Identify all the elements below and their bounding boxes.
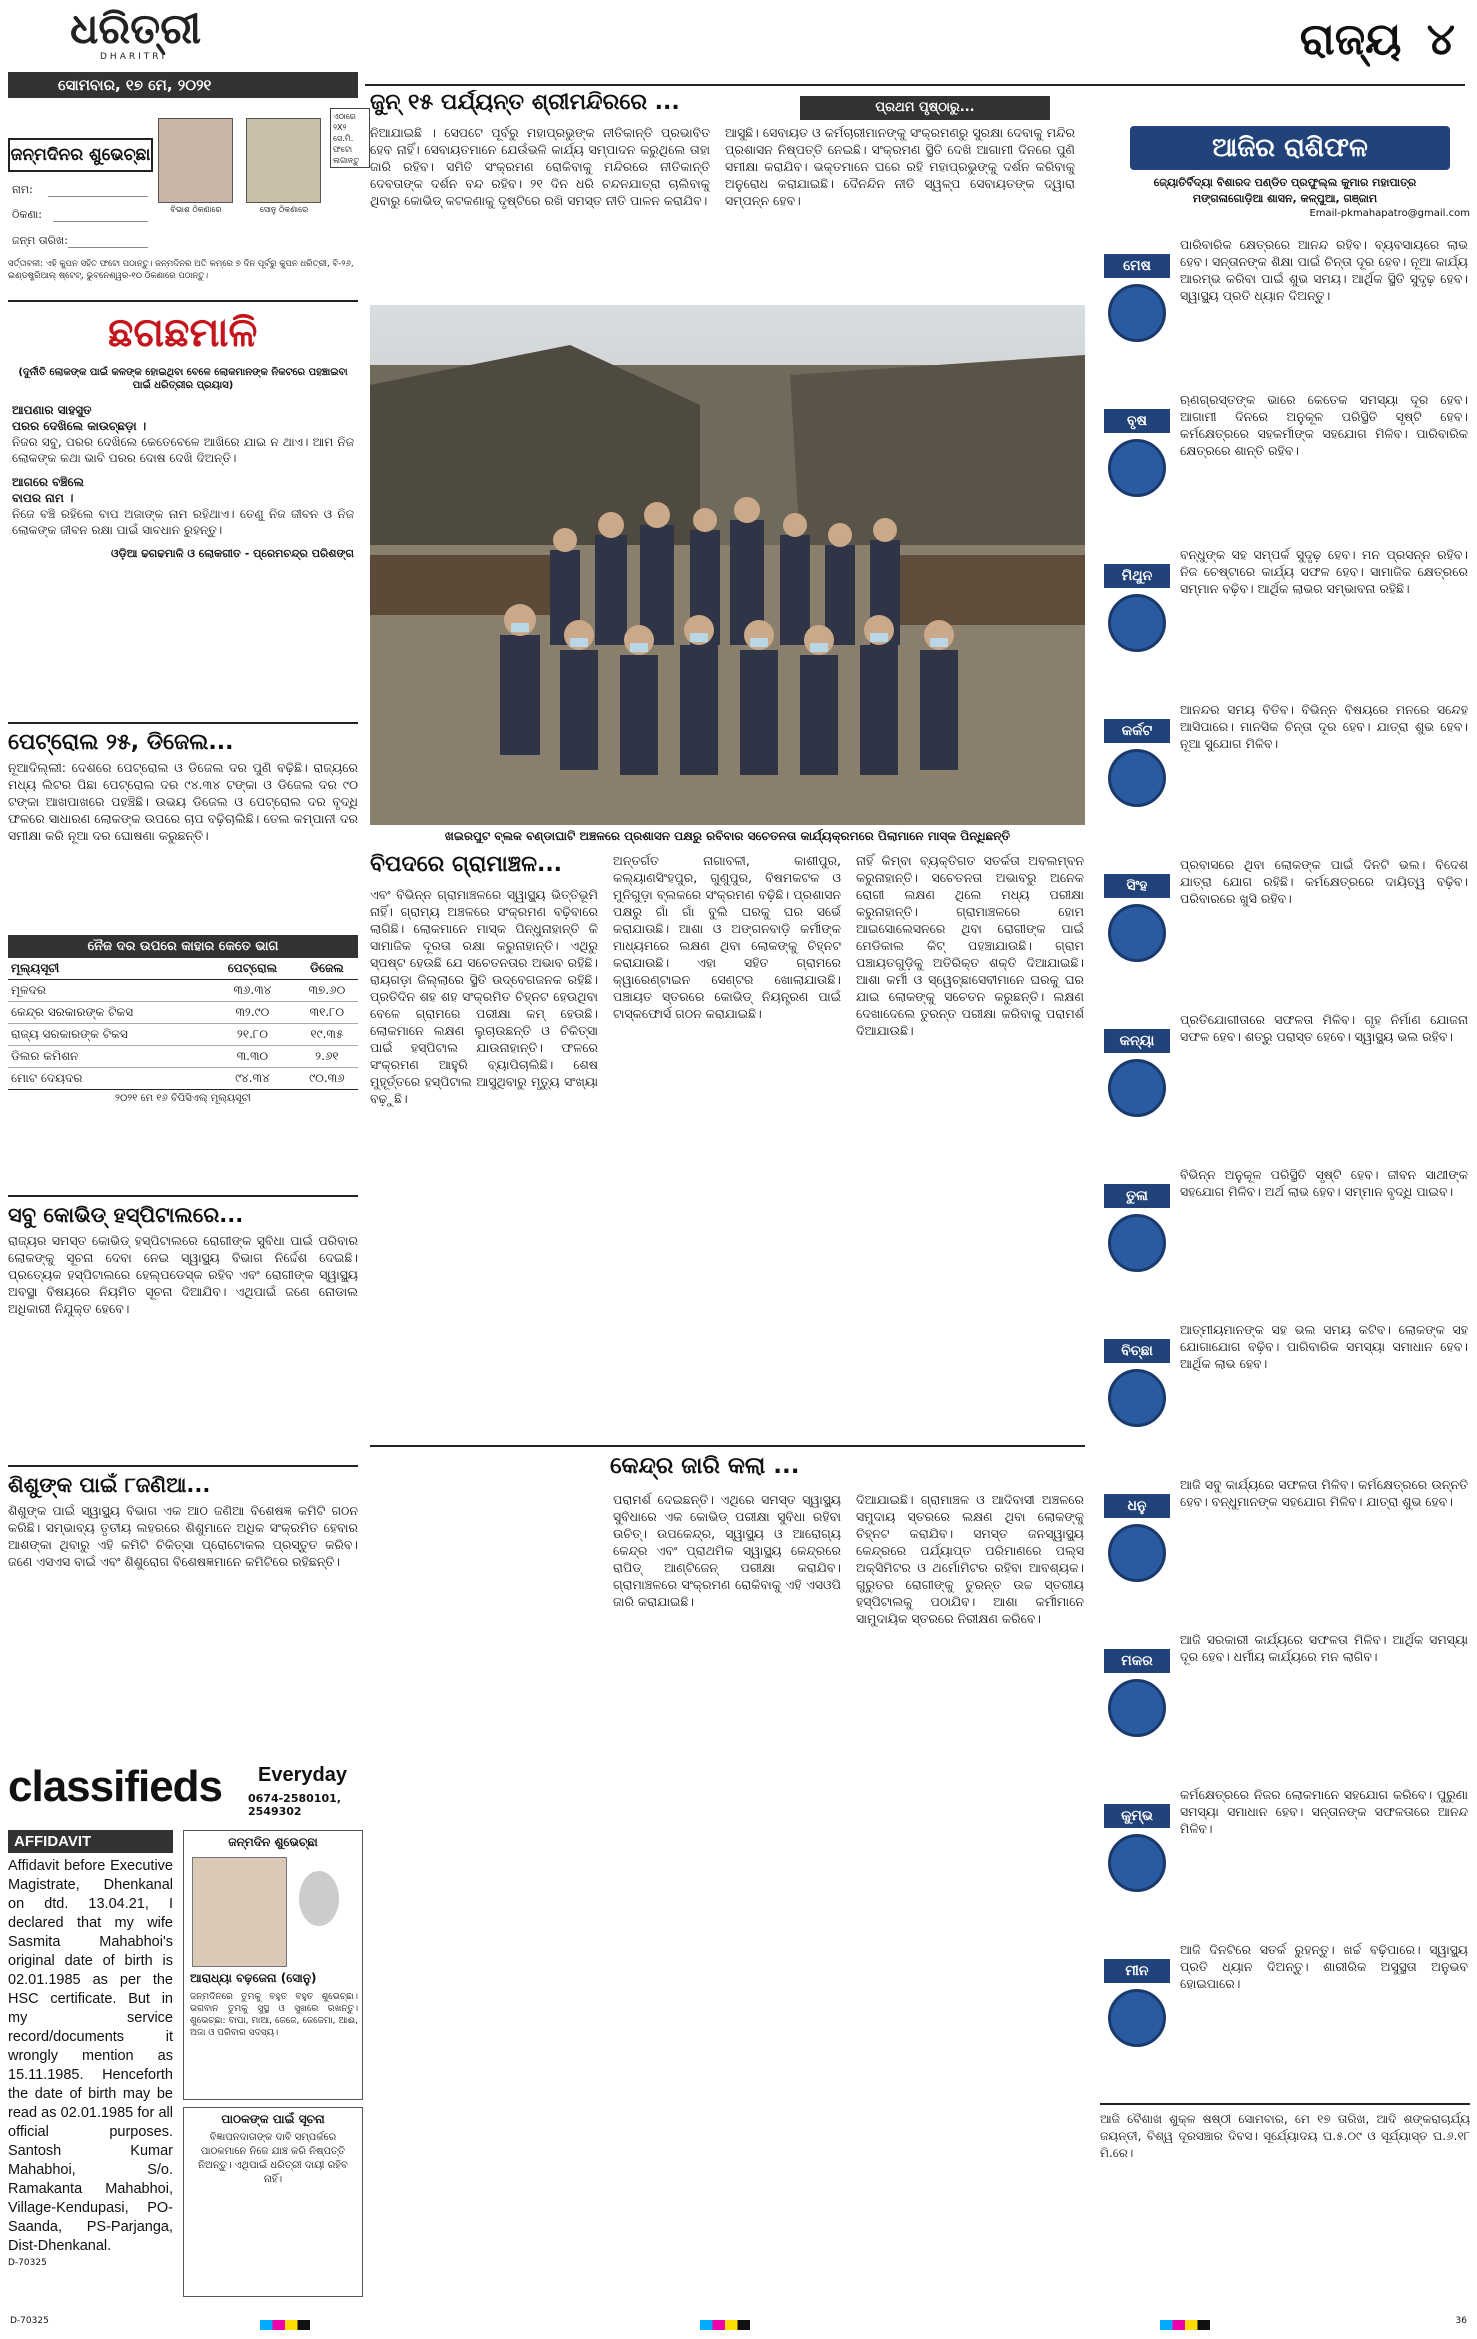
petrol-body: ନୂଆଦିଲ୍ଲୀ: ଦେଶରେ ପେଟ୍ରୋଲ ଓ ଡିଜେଲ ଦର ପୁଣି ବଢ଼ିଛି। ରାଜ୍ୟରେ ମଧ୍ୟ ଲିଟର ପିଛା ପେଟ୍ରୋଲ ଦର ୯୪.୩୪ ଟଙ୍କା ଓ ଡିଜେଲ ଦର ୯୦ ଟଙ୍କା ଆଖପାଖରେ ପହଞ୍ଚିଛି। ଉଭୟ ଡିଜେଲ ଓ ପେଟ୍ରୋଲ ଦର ବୃଦ୍ଧି ଫଳରେ ସାଧାରଣ ଲୋକଙ୍କ ଉପରେ ଚାପ ବଢ଼ିଚାଲିଛି। ତେଲ କମ୍ପାନୀ ଦର ସମୀକ୍ଷା କରି ନୂଆ ଦର ଘୋଷଣା କରୁଛନ୍ତି। [8, 760, 358, 843]
petrol-headline: ପେଟ୍ରୋଲ ୨୫, ଡିଜେଲ... [8, 730, 234, 755]
village-headline: ବିପଦରେ ଗ୍ରାମାଞ୍ଚଳ... [370, 852, 563, 877]
proverb-2-subtitle: ବାପର ନାମ । [12, 491, 74, 505]
petrol-table [8, 958, 358, 1090]
zodiac-sign-label: ମକର [1104, 1649, 1170, 1673]
table-cell: କେନ୍ଦ୍ର ସରକାରଙ୍କ ଟିକସ [8, 1002, 209, 1024]
zodiac-symbol-icon [1108, 1989, 1166, 2047]
horoscope-section [1100, 118, 1470, 2308]
birthday-photo-1 [158, 118, 233, 203]
zodiac-sign-block [1100, 538, 1470, 689]
classifieds-title: classifieds [8, 1762, 223, 1811]
covid-hospital-headline: ସବୁ କୋଭିଡ୍ ହସ୍ପିଟାଲରେ... [8, 1203, 244, 1227]
table-cell: ୩.୩୦ [209, 1046, 296, 1068]
zodiac-sign-block [1100, 1003, 1470, 1154]
logo-text-en: DHARITRI [100, 52, 168, 62]
horoscope-title: ଆଜିର ରାଶିଫଳ [1130, 126, 1450, 170]
horoscope-footer: ଆଜି ବୈଶାଖ ଶୁକ୍ଳ ଷଷ୍ଠୀ ସୋମବାର, ମେ ୧୭ ତାରିଖ, ଆଦି ଶଙ୍କରାଚାର୍ଯ୍ୟ ଜୟନ୍ତୀ, ବିଶ୍ୱ ଦୂରସଞ୍ଚାର ଦିବସ। ସୂର୍ଯ୍ୟୋଦୟ ଘ.୫.୦୯ ଓ ସୂର୍ଯ୍ୟାସ୍ତ ଘ.୬.୧୮ ମି.ରେ। [1100, 2103, 1470, 2162]
classifieds-section [8, 1762, 363, 2312]
birthday-child-name: ଆରାଧ୍ୟା ବଢ଼ଜେନା (ସୋନୁ) [190, 1971, 317, 1985]
table-cell: ଡିଲର କମିଶନ [8, 1046, 209, 1068]
proverb-2-title: ଆଗରେ ବଞ୍ଚିଲେ [12, 475, 84, 489]
table-row [8, 980, 358, 1002]
readers-notice-title: ପାଠକଙ୍କ ପାଇଁ ସୂଚନା [221, 2112, 325, 2126]
table-cell: ମୂଳଦର [8, 980, 209, 1002]
zodiac-symbol-icon [1108, 1834, 1166, 1892]
petrol-table-note: ୨୦୨୧ ମେ ୧୬ ବିପିସିଏଲ୍ ମୂଲ୍ୟସୂଚୀ [115, 1093, 251, 1104]
masthead [0, 0, 1477, 70]
table-row [8, 1002, 358, 1024]
birthday-form-title: ଜନ୍ମଦିନର ଶୁଭେଚ୍ଛା [8, 138, 153, 172]
zodiac-sign-block [1100, 228, 1470, 379]
zodiac-symbol-icon [1108, 1524, 1166, 1582]
classifieds-phone: 0674-2580101, 2549302 [248, 1792, 341, 1818]
main-photo [370, 305, 1085, 825]
affidavit-code: D-70325 [8, 2258, 47, 2268]
classifieds-everyday: Everyday [258, 1764, 347, 1786]
centre-text-col2: ଦିଆଯାଇଛି। ଗ୍ରାମାଞ୍ଚଳ ଓ ଆଦିବାସୀ ଅଞ୍ଚଳରେ ସମୁଦାୟ ସ୍ତରରେ ଲକ୍ଷଣ ଥିବା ଲୋକଙ୍କୁ ଚିହ୍ନଟ କରାଯିବ। ସମସ୍ତ ଜନସ୍ୱାସ୍ଥ୍ୟ କେନ୍ଦ୍ରରେ ପର୍ଯ୍ୟାପ୍ତ ପରିମାଣରେ ପଲ୍ସ ଅକ୍ସିମିଟର ଓ ଥର୍ମୋମିଟର ରହିବା ଆବଶ୍ୟକ। ଗୁରୁତର ରୋଗୀଙ୍କୁ ତୁରନ୍ତ ଉଚ୍ଚ ସ୍ତରୀୟ ହସ୍ପିଟାଲକୁ ପଠାଯିବ। ଆଶା କର୍ମୀମାନେ ସାମୁଦାୟିକ ସ୍ତରରେ ନିରୀକ୍ଷଣ କରିବେ। [856, 1492, 1084, 1626]
centre-headline: କେନ୍ଦ୍ର ଜାରି କଲା ... [610, 1453, 800, 1479]
centre-text-col1: ପରାମର୍ଶ ଦେଇଛନ୍ତି। ଏଥିରେ ସମସ୍ତ ସ୍ୱାସ୍ଥ୍ୟ ସୁବିଧାରେ ଏକ କୋଭିଡ୍ ପରୀକ୍ଷା ସୁବିଧା ରହିବା ଉଚିତ୍। ଉପକେନ୍ଦ୍ର, ସ୍ୱାସ୍ଥ୍ୟ ଓ ଆରୋଗ୍ୟ କେନ୍ଦ୍ର ଏବଂ ପ୍ରାଥମିକ ସ୍ୱାସ୍ଥ୍ୟ କେନ୍ଦ୍ରରେ ରାପିଡ୍ ଆଣ୍ଟିଜେନ୍ ପରୀକ୍ଷା କରାଯିବ। ଗ୍ରାମାଞ୍ଚଳରେ ସଂକ୍ରମଣ ରୋକିବାକୁ ଏହି ଏସଓପି ଜାରି କରାଯାଇଛି। [613, 1492, 841, 1609]
front-page-continuation [370, 90, 1085, 300]
zodiac-prediction-text: ଆତ୍ମୀୟମାନଙ୍କ ସହ ଭଲ ସମୟ କଟିବ। ଲୋକଙ୍କ ସହ ଯୋଗାଯୋଗ ବଢ଼ିବ। ପାରିବାରିକ ସମସ୍ୟା ସମାଧାନ ହେବ। ଆର୍ଥିକ ଲାଭ ହେବ। [1180, 1322, 1468, 1371]
col-header: ଡିଜେଲ [296, 958, 358, 980]
footer-code: D-70325 [10, 2316, 49, 2326]
table-cell: ୨.୬୧ [296, 1046, 358, 1068]
footer-page-ref: 36 [1455, 2316, 1467, 2326]
child-photo [192, 1857, 287, 1967]
table-row [8, 1046, 358, 1068]
affidavit-title: AFFIDAVIT [8, 1830, 173, 1853]
zodiac-prediction-text: ବିଭିନ୍ନ ଅନୁକୂଳ ପରିସ୍ଥିତି ସୃଷ୍ଟି ହେବ। ଜୀବନ ସାଥୀଙ୍କ ସହଯୋଗ ମିଳିବ। ଅର୍ଥ ଲାଭ ହେବ। ସମ୍ମାନ ବୃଦ୍ଧି ପାଇବ। [1180, 1167, 1468, 1199]
zodiac-sign-label: ତୁଳା [1104, 1184, 1170, 1208]
birthday-ad [183, 1830, 363, 2100]
date-bar [8, 72, 358, 98]
temple-text-col2: ଆସୁଛି। ସେବାୟତ ଓ କର୍ମଚାରୀମାନଙ୍କୁ ସଂକ୍ରମଣରୁ ସୁରକ୍ଷା ଦେବାକୁ ମନ୍ଦିର ପ୍ରଶାସନ ନିଷ୍ପତ୍ତି ନେଇଛି। ସଂକ୍ରମଣ ସ୍ଥିତି ଦେଖି ଆଗାମୀ ଦିନରେ ପୁଣି ସମୀକ୍ଷା କରାଯିବ। ଭକ୍ତମାନେ ଘରେ ରହି ମହାପ୍ରଭୁଙ୍କୁ ଦର୍ଶନ କରିବାକୁ ଅନୁରୋଧ କରାଯାଇଛି। ଦୈନନ୍ଦିନ ନୀତି ସ୍ୱଳ୍ପ ସେବାୟତଙ୍କ ଦ୍ୱାରା ସମ୍ପନ୍ନ ହେବ। [725, 125, 1075, 208]
zodiac-prediction-text: ଆଜି ସବୁ କାର୍ଯ୍ୟରେ ସଫଳତା ମିଳିବ। କର୍ମକ୍ଷେତ୍ରରେ ଉନ୍ନତି ହେବ। ବନ୍ଧୁମାନଙ୍କ ସହଯୋଗ ମିଳିବ। ଯାତ୍ରା ଶୁଭ ହେବ। [1180, 1477, 1468, 1509]
covid-hospital-article [8, 1195, 358, 1460]
front-page-tag: ପ୍ରଥମ ପୃଷ୍ଠାରୁ... [800, 96, 1050, 120]
zodiac-prediction-text: ଆଜି ଦିନଟିରେ ସତର୍କ ରୁହନ୍ତୁ। ଖର୍ଚ୍ଚ ବଢ଼ିପାରେ। ସ୍ୱାସ୍ଥ୍ୟ ପ୍ରତି ଧ୍ୟାନ ଦିଅନ୍ତୁ। ଶାରୀରିକ ଅସୁସ୍ଥତା ଅନୁଭବ ହୋଇପାରେ। [1180, 1942, 1468, 1991]
horoscope-email: Email-pkmahapatro@gmail.com [1309, 208, 1470, 219]
village-text-col3: ନାହିଁ କିମ୍ବା ବ୍ୟକ୍ତିଗତ ସତର୍କତା ଅବଲମ୍ବନ କରୁନାହାନ୍ତି। ସଚେତନତା ଅଭାବରୁ ଅନେକ ରୋଗୀ ଲକ୍ଷଣ ଥିଲେ ମଧ୍ୟ ପରୀକ୍ଷା କରୁନାହାନ୍ତି। ଗ୍ରାମାଞ୍ଚଳରେ ହୋମ ଆଇସୋଲେସନରେ ଥିବା ରୋଗୀଙ୍କ ପାଇଁ ମେଡିକାଲ କିଟ୍ ପହଞ୍ଚାଯାଉଛି। ଗ୍ରାମ ପଞ୍ଚାୟତଗୁଡ଼ିକୁ ଅତିରିକ୍ତ ଶକ୍ତି ଦିଆଯାଇଛି। ଆଶା କର୍ମୀ ଓ ସ୍ୱେଚ୍ଛାସେବୀମାନେ ଘରକୁ ଘର ଯାଇ ଲୋକଙ୍କୁ ସଚେତନ କରୁଛନ୍ତି। ଲକ୍ଷଣ ଦେଖାଦେଲେ ତୁରନ୍ତ ପରୀକ୍ଷା କରିବାକୁ ପରାମର୍ଶ ଦିଆଯାଉଛି। [856, 853, 1084, 1038]
table-cell: ୩୬.୩୪ [209, 980, 296, 1002]
zodiac-symbol-icon [1108, 904, 1166, 962]
zodiac-symbol-icon [1108, 594, 1166, 652]
zodiac-sign-block [1100, 1933, 1470, 2084]
proverb-credit: ଓଡ଼ିଆ ଢଗଢମାଳି ଓ ଲୋକଗୀତ - ପ୍ରେମଚନ୍ଦ୍ର ପରିଶଙ୍ଗ [110, 547, 354, 560]
zodiac-sign-label: ସିଂହ [1104, 874, 1170, 898]
zodiac-sign-label: ବିଚ୍ଛା [1104, 1339, 1170, 1363]
balloon-icon [299, 1871, 339, 1926]
dharitri-logo [70, 6, 250, 64]
birthday-ad-text: ଜନ୍ମଦିନରେ ତୁମକୁ ବହୁତ ବହୁତ ଶୁଭେଚ୍ଛା। ଭଗବାନ ତୁମକୁ ସୁସ୍ଥ ଓ ସୁଖରେ ରଖନ୍ତୁ। ଶୁଭେଚ୍ଛା: ବାପା, ମାଆ, ଜେଜେ, ଜେଜେମା, ଆଈ, ଅଜା ଓ ପରିବାର ସଦସ୍ୟ। [190, 1992, 358, 2038]
col-header: ମୂଲ୍ୟସୂଚୀ [8, 958, 209, 980]
table-cell: ୧୯.୩୫ [296, 1024, 358, 1046]
classifieds-header [8, 1762, 363, 1822]
zodiac-symbol-icon [1108, 749, 1166, 807]
birthday-form [8, 108, 358, 298]
birthday-terms: ସର୍ତ୍ତାବଳୀ: ଏହି କୁପନ ସହିତ ଫଟୋ ପଠାନ୍ତୁ। ଜନ୍ମଦିନର ଅତି କମ୍‌ରେ ୭ ଦିନ ପୂର୍ବରୁ କୁପନ ଧରିତ୍ରୀ, ବି-୨୬, ଇଣ୍ଡଷ୍ଟ୍ରିଆଲ୍ ଷ୍ଟେଟ୍, ଭୁବନେଶ୍ୱର-୧୦ ଠିକଣାରେ ପଠାନ୍ତୁ। [8, 259, 354, 281]
readers-notice-text: ବିଜ୍ଞାପନଦାତାଙ୍କ ଦାବି ସମ୍ପର୍କରେ ପାଠକମାନେ ନିଜେ ଯାଞ୍ଚ କରି ନିଷ୍ପତ୍ତି ନିଅନ୍ତୁ। ଏଥିପାଇଁ ଧରିତ୍ରୀ ଦାୟୀ ରହିବ ନାହିଁ। [198, 2132, 348, 2185]
zodiac-sign-label: କୁମ୍ଭ [1104, 1804, 1170, 1828]
table-cell: ମୋଟ ଦେୟଦର [8, 1068, 209, 1090]
proverb-2-text: ନିଜେ ବଞ୍ଚି ରହିଲେ ବାପ ଅଜାଙ୍କ ନାମ ରହିଥାଏ। ତେଣୁ ନିଜ ଜୀବନ ଓ ନିଜ ଲୋକଙ୍କ ଜୀବନ ରକ୍ଷା ପାଇଁ ସାବଧାନ ରୁହନ୍ତୁ। [12, 507, 354, 537]
zodiac-sign-block [1100, 693, 1470, 844]
zodiac-prediction-text: ଆଜି ସରକାରୀ କାର୍ଯ୍ୟରେ ସଫଳତା ମିଳିବ। ଆର୍ଥିକ ସମସ୍ୟା ଦୂର ହେବ। ଧର୍ମୀୟ କାର୍ଯ୍ୟରେ ମନ ଲାଗିବ। [1180, 1632, 1468, 1664]
zodiac-symbol-icon [1108, 1059, 1166, 1117]
table-cell: ୩୧.୮୦ [296, 1002, 358, 1024]
table-cell: ୨୧.୮୦ [209, 1024, 296, 1046]
table-cell: ୯୪.୩୪ [209, 1068, 296, 1090]
centre-article [370, 1445, 1085, 2330]
village-text-col2: ଅନ୍ତର୍ଗତ ନାଗାବଳୀ, କାଶୀପୁର, କଲ୍ୟାଣସିଂହପୁର, ଗୁଣୁପୁର, ବିଷମକଟକ ଓ ମୁନିଗୁଡ଼ା ବ୍ଲକରେ ସଂକ୍ରମଣ ବଢ଼ିଛି। ପ୍ରଶାସନ ପକ୍ଷରୁ ଗାଁ ଗାଁ ବୁଲି ଘରକୁ ଘର ସର୍ଭେ କରାଯାଉଛି। ଆଶା ଓ ଅଙ୍ଗନବାଡ଼ି କର୍ମୀଙ୍କ ମାଧ୍ୟମରେ ଲକ୍ଷଣ ଥିବା ଲୋକଙ୍କୁ ଚିହ୍ନଟ କରାଯାଉଛି। ଏହା ସହିତ ଗ୍ରାମରେ କ୍ୱାରେଣ୍ଟାଇନ ସେଣ୍ଟର ଖୋଲାଯାଉଛି। ପଞ୍ଚାୟତ ସ୍ତରରେ କୋଭିଡ୍ ନିୟନ୍ତ୍ରଣ ପାଇଁ ଟାସ୍କଫୋର୍ସ ଗଠନ କରାଯାଇଛି। [613, 853, 841, 1021]
photo-2-label: ସୋନୁ ଠିକଣାରେ [259, 205, 309, 214]
table-row [8, 1024, 358, 1046]
zodiac-prediction-text: ପ୍ରବାସରେ ଥିବା ଲୋକଙ୍କ ପାଇଁ ଦିନଟି ଭଲ। ବିଦେଶ ଯାତ୍ରା ଯୋଗ ରହିଛି। କର୍ମକ୍ଷେତ୍ରରେ ଦାୟିତ୍ୱ ବଢ଼ିବ। ପରିବାରରେ ଖୁସି ରହିବ। [1180, 857, 1468, 906]
zodiac-prediction-text: ଋଣଗ୍ରସ୍ତଙ୍କ ଭାରେ କେତେକ ସମସ୍ୟା ଦୂର ହେବ। ଆଗାମୀ ଦିନରେ ଅନୁକୂଳ ପରିସ୍ଥିତି ସୃଷ୍ଟି ହେବ। କର୍ମକ୍ଷେତ୍ରରେ ସହକର୍ମୀଙ୍କ ସହଯୋଗ ମିଳିବ। ପାରିବାରିକ କ୍ଷେତ୍ରରେ ଶାନ୍ତି ରହିବ। [1180, 392, 1468, 458]
zodiac-symbol-icon [1108, 1369, 1166, 1427]
chhagachhamali-subtitle: (ଦୁର୍ନୀତି ଲୋକଙ୍କ ପାଇଁ କଳଙ୍କ ହୋଇଥିବା ବେଳେ ଲୋକମାନଙ୍କ ନିକଟରେ ପହଞ୍ଚାଇବା ପାଇଁ ଧରିତ୍ରୀର ପ୍ରୟାସ) [18, 367, 348, 391]
col-header: ପେଟ୍ରୋଲ [209, 958, 296, 980]
affidavit-text: Affidavit before Executive Magistrate, Dhenkanal on dtd. 13.04.21, I declared that my wife Sasmita Mahabhoi's original date of birth is 02.01.1985 as per the HSC certificate. But in my service record/documents it wrongly mention as 15.11.1985. Henceforth the date of birth may be read as 02.01.1985 for all official purposes. Santosh Kumar Mahabhoi, S/o. Ramakanta Mahabhoi, Village-Kendupasi, PO-Saanda, PS-Parjanga, Dist-Dhenkanal. [8, 1858, 173, 2254]
zodiac-sign-block [1100, 848, 1470, 999]
table-row [8, 1068, 358, 1090]
section-title [1300, 14, 1455, 65]
village-children-photo [370, 305, 1085, 825]
petrol-table-title: ନୈଜ ଦର ଉପରେ କାହାର କେତେ ଭାଗ [8, 935, 358, 958]
children-body: ଶିଶୁଙ୍କ ପାଇଁ ସ୍ୱାସ୍ଥ୍ୟ ବିଭାଗ ଏକ ଆଠ ଜଣିଆ ବିଶେଷଜ୍ଞ କମିଟି ଗଠନ କରିଛି। ସମ୍ଭାବ୍ୟ ତୃତୀୟ ଲହରରେ ଶିଶୁମାନେ ଅଧିକ ସଂକ୍ରମିତ ହେବାର ଆଶଙ୍କା ଥିବାରୁ ଏହି କମିଟି ଚିକିତ୍ସା ପ୍ରୋଟୋକଲ ପ୍ରସ୍ତୁତ କରିବ। ଜଣେ ଏସଏସ ବାଇଁ ଏବଂ ଶିଶୁରୋଗ ବିଶେଷଜ୍ଞମାନେ କମିଟିରେ ରହିଛନ୍ତି। [8, 1503, 358, 1569]
photo-size-text: ଏଠାରେ ୨X୨ ସେ.ମି. ଫଟୋ ଲଗାନ୍ତୁ [333, 112, 360, 165]
zodiac-prediction-text: ବନ୍ଧୁଙ୍କ ସହ ସମ୍ପର୍କ ସୁଦୃଢ଼ ହେବ। ମନ ପ୍ରସନ୍ନ ରହିବ। ନିଜ ଚେଷ୍ଟାରେ କାର୍ଯ୍ୟ ସଫଳ ହେବ। ସାମାଜିକ କ୍ଷେତ୍ରରେ ସମ୍ମାନ ବଢ଼ିବ। ଆର୍ଥିକ ଲାଭର ସମ୍ଭାବନା ରହିଛି। [1180, 547, 1468, 596]
field-name: ନାମ: [12, 183, 33, 196]
horoscope-address: ମଙ୍ଗଳାଗୋଡ଼ିଆ ଶାସନ, କଳ୍ପୁଆ, ଗଞ୍ଜାମ [1192, 192, 1378, 205]
zodiac-prediction-text: ପ୍ରତିଯୋଗୀତାରେ ସଫଳତା ମିଳିବ। ଗୃହ ନିର୍ମାଣ ଯୋଜନା ସଫଳ ହେବ। ଶତ୍ରୁ ପରାସ୍ତ ହେବେ। ସ୍ୱାସ୍ଥ୍ୟ ଭଲ ରହିବ। [1180, 1012, 1468, 1044]
petrol-article [8, 722, 358, 1192]
zodiac-sign-label: କନ୍ୟା [1104, 1029, 1170, 1053]
color-registration-marks [0, 2318, 1477, 2332]
village-text-col1: ଏବଂ ବିଭିନ୍ନ ଗ୍ରାମାଞ୍ଚଳରେ ସ୍ୱାସ୍ଥ୍ୟ ଭିତ୍ତିଭୂମି ନାହିଁ। ଗ୍ରାମ୍ୟ ଅଞ୍ଚଳରେ ସଂକ୍ରମଣ ବଢ଼ିବାରେ ଲାଗିଛି। ଲୋକମାନେ ମାସ୍କ ପିନ୍ଧୁନାହାନ୍ତି କି ସାମାଜିକ ଦୂରତା ରକ୍ଷା କରୁନାହାନ୍ତି। ଏଥିରୁ ସ୍ପଷ୍ଟ ହେଉଛି ଯେ ସଚେତନତାର ଅଭାବ ରହିଛି। ରାୟଗଡ଼ା ଜିଲ୍ଲାରେ ସ୍ଥିତି ଉଦ୍‌ବେଗଜନକ ରହିଛି। ପ୍ରତିଦିନ ଶହ ଶହ ସଂକ୍ରମିତ ଚିହ୍ନଟ ହେଉଥିବା ବେଳେ ଗ୍ରାମରେ ପରୀକ୍ଷା କମ୍ ହେଉଛି। ଲୋକମାନେ ଲକ୍ଷଣ ଲୁଚାଉଛନ୍ତି ଓ ଚିକିତ୍ସା ପାଇଁ ହସ୍ପିଟାଲ ଯାଉନାହାନ୍ତି। ଫଳରେ ସଂକ୍ରମଣ ଆହୁରି ବ୍ୟାପିଚାଲିଛି। ଶେଷ ମୁହୂର୍ତ୍ତରେ ହସ୍ପିଟାଲ ଆସୁଥିବାରୁ ମୃତ୍ୟୁ ସଂଖ୍ୟା ବଢ଼ୁଛି। [370, 887, 598, 1106]
proverb-1-title: ଆପଣାର ସାହସୁତ [12, 403, 92, 417]
section-name: ରାଜ୍ୟ [1299, 14, 1402, 65]
zodiac-sign-block [1100, 1313, 1470, 1464]
zodiac-sign-block [1100, 1468, 1470, 1619]
table-cell: ୩୭.୬୦ [296, 980, 358, 1002]
table-cell: ୯୦.୩୬ [296, 1068, 358, 1090]
photo-caption: ଖଇରପୁଟ ବ୍ଲକ ବଣ୍ଡାଘାଟି ଅଞ୍ଚଳରେ ପ୍ରଶାସନ ପକ୍ଷରୁ ରବିବାର ସଚେତନତା କାର୍ଯ୍ୟକ୍ରମରେ ପିଲାମାନେ ମାସ୍କ ପିନ୍ଧିଛନ୍ତି [444, 829, 1011, 843]
children-article [8, 1465, 358, 1695]
issue-date: ସୋମବାର, ୧୭ ମେ, ୨୦୨୧ [58, 76, 212, 94]
page-number: ୪ [1426, 14, 1455, 65]
zodiac-sign-label: ମୀନ [1104, 1959, 1170, 1983]
table-cell: ୩୨.୯୦ [209, 1002, 296, 1024]
field-address: ଠିକଣା: [12, 208, 42, 221]
readers-notice [183, 2107, 363, 2297]
chhagachhamali-title: ଛଗଛମାଳି [108, 310, 258, 356]
zodiac-sign-block [1100, 1158, 1470, 1309]
zodiac-sign-label: ଧନୁ [1104, 1494, 1170, 1518]
zodiac-sign-label: ମିଥୁନ [1104, 564, 1170, 588]
logo-text: ଧରିତ୍ରୀ [70, 4, 202, 53]
village-article [370, 852, 1085, 1442]
birthday-photo-2 [246, 118, 321, 203]
horoscope-author: ଜ୍ୟୋତିର୍ବିଦ୍ୟା ବିଶାରଦ ପଣ୍ଡିତ ପ୍ରଫୁଲ୍ଲ କୁମାର ମହାପାତ୍ର [1153, 176, 1417, 189]
proverb-1-subtitle: ପରର ଦେଖିଲେ କାଉଚ୍ଛଡ଼ା । [12, 419, 147, 433]
zodiac-symbol-icon [1108, 439, 1166, 497]
temple-text-col1: ନିଆଯାଇଛି । ସେପଟେ ପୂର୍ବରୁ ମହାପ୍ରଭୁଙ୍କ ନୀତିକାନ୍ତି ପ୍ରଭାବିତ ହେବ ନାହିଁ। ସେବାୟତମାନେ ଯେଉଁଭଳି କାର୍ଯ୍ୟ ସମ୍ପାଦନ କରୁଥିଲେ ତାହା ଜାରି ରହିବ। ସମିତି ସଂକ୍ରମଣ ରୋକିବାକୁ ମନ୍ଦିରରେ ନୀତିକାନ୍ତି ଦେବତାଙ୍କ ଦର୍ଶନ ବନ୍ଦ ରହିବ। ୨୧ ଦିନ ଧରି ଚନ୍ଦନଯାତ୍ରା ଚାଲିବାକୁ ଥିବାରୁ କୋଭିଡ୍ କଟକଣାକୁ ଦୃଷ୍ଟିରେ ରଖି ସମସ୍ତ ନୀତି ପାଳନ କରାଯିବ। [370, 125, 710, 208]
zodiac-symbol-icon [1108, 1679, 1166, 1737]
temple-headline: ଜୁନ୍ ୧୫ ପର୍ଯ୍ୟନ୍ତ ଶ୍ରୀମନ୍ଦିରରେ ... [370, 90, 680, 115]
zodiac-sign-block [1100, 383, 1470, 534]
photo-1-label: ବିଭାଶ ଠିକଣାରେ [170, 205, 222, 214]
photo-size-box [330, 108, 370, 168]
zodiac-prediction-text: ପାରିବାରିକ କ୍ଷେତ୍ରରେ ଆନନ୍ଦ ରହିବ। ବ୍ୟବସାୟରେ ଲାଭ ହେବ। ସନ୍ତାନଙ୍କ ଶିକ୍ଷା ପାଇଁ ଚିନ୍ତା ଦୂର ହେବ। ନୂଆ କାର୍ଯ୍ୟ ଆରମ୍ଭ କରିବା ପାଇଁ ଶୁଭ ସମୟ। ଆର୍ଥିକ ସ୍ଥିତି ସୁଦୃଢ଼ ହେବ। ସ୍ୱାସ୍ଥ୍ୟ ପ୍ରତି ଧ୍ୟାନ ଦିଅନ୍ତୁ। [1180, 237, 1468, 303]
zodiac-sign-block [1100, 1623, 1470, 1774]
zodiac-sign-label: କର୍କଟ [1104, 719, 1170, 743]
zodiac-sign-label: ମେଷ [1104, 254, 1170, 278]
field-dob: ଜନ୍ମ ତାରିଖ: [12, 234, 68, 247]
zodiac-prediction-text: ଆନନ୍ଦର ସମୟ ବିତିବ। ବିଭିନ୍ନ ବିଷୟରେ ମନରେ ସନ୍ଦେହ ଆସିପାରେ। ମାନସିକ ଚିନ୍ତା ଦୂର ହେବ। ଯାତ୍ରା ଶୁଭ ହେବ। ନୂଆ ସୁଯୋଗ ମିଳିବ। [1180, 702, 1468, 751]
zodiac-sign-label: ବୃଷ [1104, 409, 1170, 433]
children-headline: ଶିଶୁଙ୍କ ପାଇଁ ୮ଜଣିଆ... [8, 1473, 211, 1497]
zodiac-symbol-icon [1108, 1214, 1166, 1272]
birthday-ad-title: ଜନ୍ମଦିନ ଶୁଭେଚ୍ଛା [228, 1835, 318, 1849]
proverb-1-text: ନିଜର ସବୁ, ପରର ଦେଖିଲେ କେତେବେଳେ ଆଖିରେ ଯାଇ ନ ଥାଏ। ଆମ ନିଜ ଲୋକଙ୍କ କଥା ଭାବି ପରର ଦୋଷ ଦେଖି ଦିଅନ୍ତି। [12, 435, 354, 465]
covid-hospital-body: ରାଜ୍ୟର ସମସ୍ତ କୋଭିଡ୍ ହସ୍ପିଟାଲରେ ରୋଗୀଙ୍କ ସୁବିଧା ପାଇଁ ପରିବାର ଲୋକଙ୍କୁ ସୂଚନା ଦେବା ନେଇ ସ୍ୱାସ୍ଥ୍ୟ ବିଭାଗ ନିର୍ଦ୍ଦେଶ ଦେଇଛି। ପ୍ରତ୍ୟେକ ହସ୍ପିଟାଲରେ ହେଲ୍ପଡେସ୍କ ରହିବ ଏବଂ ରୋଗୀଙ୍କ ସ୍ୱାସ୍ଥ୍ୟ ଅବସ୍ଥା ବିଷୟରେ ନିୟମିତ ସୂଚନା ଦିଆଯିବ। ଏଥିପାଇଁ ଜଣେ ନୋଡାଲ ଅଧିକାରୀ ନିଯୁକ୍ତ ହେବେ। [8, 1233, 358, 1316]
zodiac-symbol-icon [1108, 284, 1166, 342]
affidavit-box [8, 1830, 173, 2310]
zodiac-sign-block [1100, 1778, 1470, 1929]
zodiac-prediction-text: କର୍ମକ୍ଷେତ୍ରରେ ନିଜର ଲୋକମାନେ ସହଯୋଗ କରିବେ। ପୁରୁଣା ସମସ୍ୟା ସମାଧାନ ହେବ। ସନ୍ତାନଙ୍କ ସଫଳତାରେ ଆନନ୍ଦ ମିଳିବ। [1180, 1787, 1468, 1836]
table-cell: ରାଜ୍ୟ ସରକାରଙ୍କ ଟିକସ [8, 1024, 209, 1046]
chhagachhamali-box [8, 300, 358, 720]
